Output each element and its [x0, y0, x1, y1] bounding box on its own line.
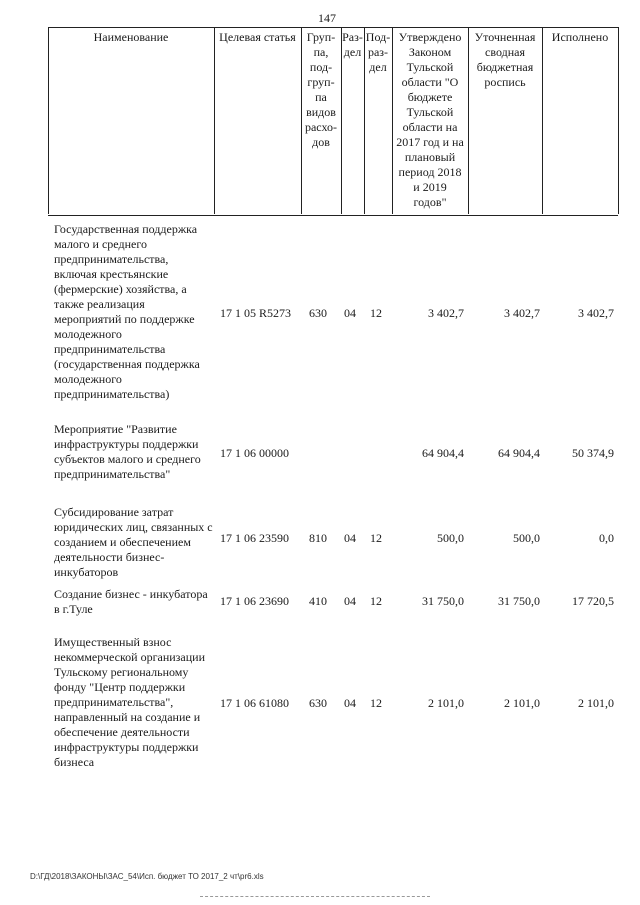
row-executed: 2 101,0 [578, 696, 614, 710]
row-name: Государственная поддержка малого и среднего предпринимательства, включая крестьянские (фермерские) хозяйства, а также реализация мероприятий по поддержке молодежного предпринимательства (государственная поддержка молодежного предпринимательства) [54, 222, 200, 401]
row-group: 410 [309, 594, 327, 608]
row-name: Имущественный взнос некоммерческой организации Тульскому региональному фонду "Центр поддержки предпринимательства", направленный на создание и обеспечение деятельности инфраструктуры поддержки бизнеса [54, 635, 206, 769]
row-refined: 2 101,0 [504, 696, 540, 710]
row-subsection: 12 [370, 306, 382, 320]
row-name: Создание бизнес - инкубатора в г.Туле [54, 587, 208, 616]
row-refined: 31 750,0 [498, 594, 540, 608]
header-group: Груп- па, под- груп- па видов расхо- дов [304, 30, 338, 149]
row-refined: 64 904,4 [498, 446, 540, 460]
row-name: Субсидирование затрат юридических лиц, связанных с созданием и обеспечением деятельности бизнес-инкубаторов [54, 505, 213, 579]
row-section: 04 [344, 531, 356, 545]
table-row [48, 222, 618, 412]
header-refined: Уточненная сводная бюджетная роспись [474, 30, 536, 89]
header-section: Раз- дел [342, 30, 363, 59]
row-executed: 0,0 [599, 531, 614, 545]
row-approved: 31 750,0 [422, 594, 464, 608]
column-divider [48, 27, 49, 214]
column-divider [618, 27, 619, 214]
row-subsection: 12 [370, 531, 382, 545]
row-target: 17 1 06 61080 [220, 696, 289, 710]
row-executed: 17 720,5 [572, 594, 614, 608]
row-refined: 500,0 [513, 531, 540, 545]
row-executed: 50 374,9 [572, 446, 614, 460]
row-target: 17 1 06 00000 [220, 446, 289, 460]
row-target: 17 1 05 R5273 [220, 306, 292, 320]
row-subsection: 12 [370, 696, 382, 710]
row-refined: 3 402,7 [504, 306, 540, 320]
column-divider [542, 27, 543, 214]
header-executed: Исполнено [551, 30, 609, 44]
table-row [48, 635, 618, 775]
row-target: 17 1 06 23590 [220, 531, 289, 545]
column-divider [214, 27, 215, 214]
row-approved: 2 101,0 [428, 696, 464, 710]
page-number: 147 [318, 11, 336, 25]
row-approved: 500,0 [437, 531, 464, 545]
row-section: 04 [344, 306, 356, 320]
row-executed: 3 402,7 [578, 306, 614, 320]
row-target: 17 1 06 23690 [220, 594, 289, 608]
table-row [48, 587, 618, 622]
row-section: 04 [344, 696, 356, 710]
row-name: Мероприятие "Развитие инфраструктуры поддержки субъектов малого и среднего предпринимательства" [54, 422, 201, 481]
table-row [48, 505, 618, 580]
row-group: 630 [309, 306, 327, 320]
scan-artifact-line [200, 896, 430, 897]
header-target: Целевая статья [219, 30, 296, 44]
row-group: 810 [309, 531, 327, 545]
row-group: 630 [309, 696, 327, 710]
row-approved: 64 904,4 [422, 446, 464, 460]
file-path-footer: D:\ГД\2018\ЗАКОНЫ\ЗАС_54\Исп. бюджет ТО 2017_2 чт\pr6.xls [30, 872, 264, 881]
table-row [48, 422, 618, 492]
header-approved: Утверждено Законом Тульской области "О бюджете Тульской области на 2017 год и на плановый период 2018 и 2019 годов" [396, 30, 464, 209]
header-name: Наименование [93, 30, 169, 44]
header-subsection: Под- раз- дел [365, 30, 391, 74]
row-section: 04 [344, 594, 356, 608]
row-subsection: 12 [370, 594, 382, 608]
row-approved: 3 402,7 [428, 306, 464, 320]
